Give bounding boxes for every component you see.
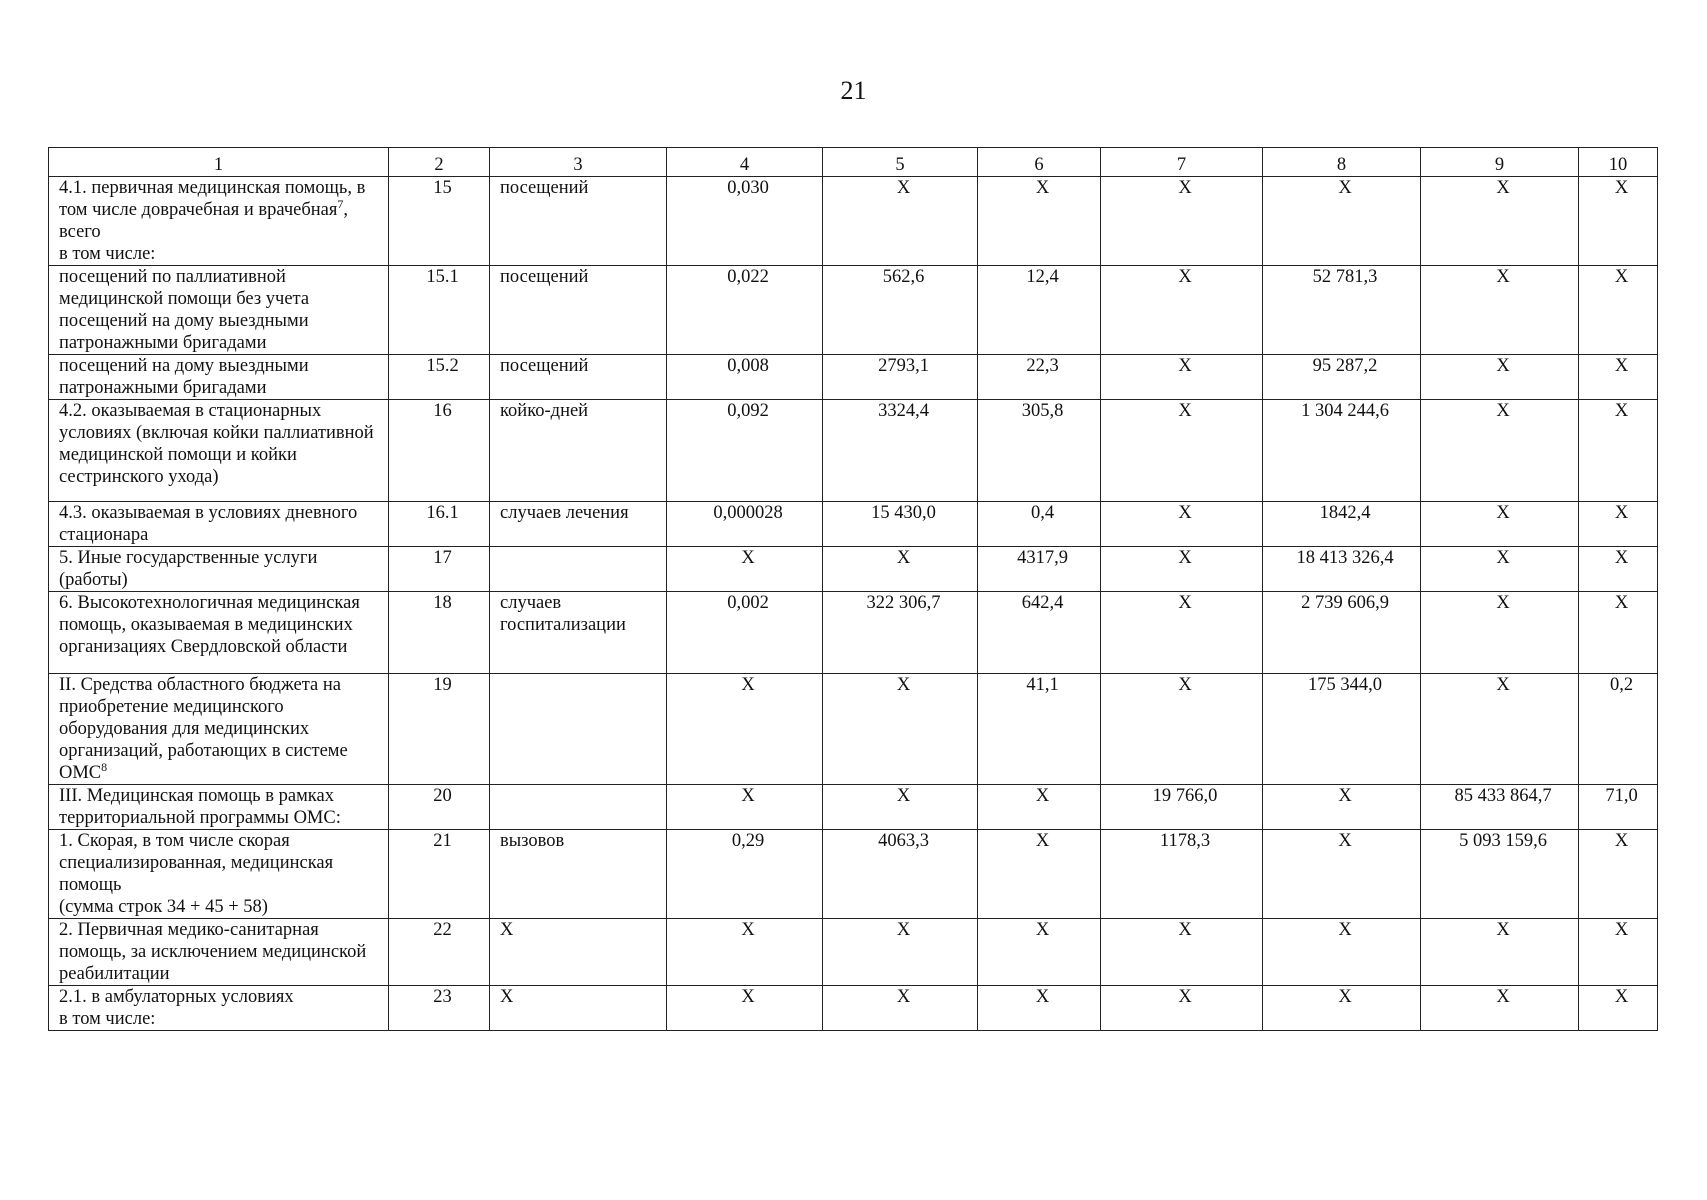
table-row <box>49 177 1658 266</box>
value-cell-col-5: X <box>823 674 978 785</box>
value-cell-col-7: 19 766,0 <box>1101 785 1263 830</box>
value-cell-col-6: 22,3 <box>978 355 1101 400</box>
value-cell-col-7: X <box>1101 400 1263 502</box>
unit-cell: X <box>490 919 667 986</box>
row-code-cell: 18 <box>389 592 490 674</box>
value-cell-col-4: 0,030 <box>667 177 823 266</box>
value-cell-col-4: X <box>667 547 823 592</box>
row-name: посещений на дому выездными патронажными бригадами <box>59 356 309 398</box>
value-cell-col-4: X <box>667 785 823 830</box>
value-cell-col-6: X <box>978 919 1101 986</box>
data-table <box>48 147 1658 1031</box>
value-cell-col-8: X <box>1263 177 1421 266</box>
value-cell-col-10: X <box>1579 177 1658 266</box>
value-cell-col-6: X <box>978 785 1101 830</box>
value-cell-col-8: 1842,4 <box>1263 502 1421 547</box>
row-name-cell <box>49 547 389 592</box>
value-cell-col-4: X <box>667 986 823 1031</box>
value-cell-col-8: 95 287,2 <box>1263 355 1421 400</box>
row-code-cell: 15 <box>389 177 490 266</box>
unit-cell: посещений <box>490 266 667 355</box>
row-name: III. Медицинская помощь в рамках территориальной программы ОМС: <box>59 786 341 828</box>
value-cell-col-4: X <box>667 919 823 986</box>
value-cell-col-7: X <box>1101 177 1263 266</box>
row-name: 2.1. в амбулаторных условиях в том числе: <box>59 987 294 1029</box>
row-name-cell <box>49 830 389 919</box>
row-name-cell <box>49 674 389 785</box>
value-cell-col-5: X <box>823 177 978 266</box>
table-row <box>49 674 1658 785</box>
row-name-cell <box>49 502 389 547</box>
value-cell-col-10: X <box>1579 355 1658 400</box>
table-row <box>49 592 1658 674</box>
unit-cell: посещений <box>490 355 667 400</box>
value-cell-col-5: X <box>823 919 978 986</box>
value-cell-col-8: 18 413 326,4 <box>1263 547 1421 592</box>
row-code-cell: 21 <box>389 830 490 919</box>
row-code-cell: 16 <box>389 400 490 502</box>
value-cell-col-9: X <box>1421 177 1579 266</box>
value-cell-col-6: 12,4 <box>978 266 1101 355</box>
column-header-7: 7 <box>1101 148 1263 177</box>
value-cell-col-8: X <box>1263 785 1421 830</box>
value-cell-col-9: X <box>1421 266 1579 355</box>
unit-cell: посещений <box>490 177 667 266</box>
value-cell-col-10: 71,0 <box>1579 785 1658 830</box>
column-header-9: 9 <box>1421 148 1579 177</box>
unit-cell <box>490 674 667 785</box>
row-name: 5. Иные государственные услуги (работы) <box>59 548 318 590</box>
table-body <box>49 177 1658 1031</box>
column-header-10: 10 <box>1579 148 1658 177</box>
value-cell-col-10: 0,2 <box>1579 674 1658 785</box>
row-code-cell: 23 <box>389 986 490 1031</box>
value-cell-col-7: X <box>1101 674 1263 785</box>
value-cell-col-9: X <box>1421 674 1579 785</box>
unit-cell: X <box>490 986 667 1031</box>
unit-cell: случаев госпитализации <box>490 592 667 674</box>
value-cell-col-9: 85 433 864,7 <box>1421 785 1579 830</box>
unit-cell <box>490 785 667 830</box>
value-cell-col-10: X <box>1579 502 1658 547</box>
value-cell-col-8: 175 344,0 <box>1263 674 1421 785</box>
value-cell-col-9: X <box>1421 592 1579 674</box>
value-cell-col-7: X <box>1101 266 1263 355</box>
unit-cell: койко-дней <box>490 400 667 502</box>
value-cell-col-6: 305,8 <box>978 400 1101 502</box>
value-cell-col-6: 642,4 <box>978 592 1101 674</box>
row-name: 4.1. первичная медицинская помощь, в том числе доврачебная и врачебная <box>59 178 366 220</box>
table-row <box>49 355 1658 400</box>
value-cell-col-9: X <box>1421 502 1579 547</box>
value-cell-col-7: X <box>1101 547 1263 592</box>
value-cell-col-4: 0,000028 <box>667 502 823 547</box>
row-code-cell: 22 <box>389 919 490 986</box>
value-cell-col-5: 3324,4 <box>823 400 978 502</box>
value-cell-col-4: X <box>667 674 823 785</box>
value-cell-col-8: X <box>1263 830 1421 919</box>
value-cell-col-5: 322 306,7 <box>823 592 978 674</box>
table-row <box>49 919 1658 986</box>
value-cell-col-10: X <box>1579 400 1658 502</box>
table-row <box>49 400 1658 502</box>
row-name: 4.3. оказываемая в условиях дневного стационара <box>59 503 358 545</box>
value-cell-col-5: 2793,1 <box>823 355 978 400</box>
value-cell-col-9: 5 093 159,6 <box>1421 830 1579 919</box>
row-code-cell: 16.1 <box>389 502 490 547</box>
value-cell-col-8: 2 739 606,9 <box>1263 592 1421 674</box>
value-cell-col-6: X <box>978 177 1101 266</box>
value-cell-col-6: X <box>978 830 1101 919</box>
footnote-marker: 7 <box>337 196 344 211</box>
value-cell-col-5: X <box>823 986 978 1031</box>
value-cell-col-7: X <box>1101 919 1263 986</box>
value-cell-col-7: X <box>1101 355 1263 400</box>
row-code-cell: 15.1 <box>389 266 490 355</box>
value-cell-col-9: X <box>1421 400 1579 502</box>
unit-cell <box>490 547 667 592</box>
table-header-row <box>49 148 1658 177</box>
value-cell-col-10: X <box>1579 986 1658 1031</box>
value-cell-col-5: X <box>823 785 978 830</box>
value-cell-col-5: X <box>823 547 978 592</box>
value-cell-col-5: 562,6 <box>823 266 978 355</box>
value-cell-col-6: 41,1 <box>978 674 1101 785</box>
row-name-cell <box>49 266 389 355</box>
column-header-2: 2 <box>389 148 490 177</box>
column-header-5: 5 <box>823 148 978 177</box>
value-cell-col-7: X <box>1101 502 1263 547</box>
value-cell-col-10: X <box>1579 547 1658 592</box>
page-number: 21 <box>840 76 867 105</box>
value-cell-col-5: 4063,3 <box>823 830 978 919</box>
row-name: 2. Первичная медико-санитарная помощь, за исключением медицинской реабилитации <box>59 920 367 984</box>
unit-cell: случаев лечения <box>490 502 667 547</box>
value-cell-col-7: X <box>1101 592 1263 674</box>
row-code-cell: 17 <box>389 547 490 592</box>
row-name: II. Средства областного бюджета на приобретение медицинского оборудования для медицинских организаций, работающих в системе ОМС <box>59 675 348 783</box>
row-name-continuation: , всего в том числе: <box>59 200 349 264</box>
row-name-cell <box>49 919 389 986</box>
row-name: посещений по паллиативной медицинской помощи без учета посещений на дому выездными патронажными бригадами <box>59 267 310 353</box>
table-row <box>49 785 1658 830</box>
column-header-4: 4 <box>667 148 823 177</box>
value-cell-col-8: X <box>1263 919 1421 986</box>
row-name-cell <box>49 355 389 400</box>
table-row <box>49 502 1658 547</box>
value-cell-col-4: 0,008 <box>667 355 823 400</box>
value-cell-col-4: 0,022 <box>667 266 823 355</box>
column-header-1: 1 <box>49 148 389 177</box>
unit-cell: вызовов <box>490 830 667 919</box>
value-cell-col-9: X <box>1421 986 1579 1031</box>
table-row <box>49 830 1658 919</box>
value-cell-col-8: X <box>1263 986 1421 1031</box>
row-name: 6. Высокотехнологичная медицинская помощь, оказываемая в медицинских организациях Свердловской области <box>59 593 360 657</box>
value-cell-col-9: X <box>1421 919 1579 986</box>
row-name: 1. Скорая, в том числе скорая специализированная, медицинская помощь (сумма строк 34 + 45 + 58) <box>59 831 334 917</box>
value-cell-col-9: X <box>1421 355 1579 400</box>
row-name-cell <box>49 400 389 502</box>
value-cell-col-4: 0,092 <box>667 400 823 502</box>
table-row <box>49 547 1658 592</box>
row-name-cell <box>49 177 389 266</box>
column-header-3: 3 <box>490 148 667 177</box>
table-row <box>49 986 1658 1031</box>
value-cell-col-10: X <box>1579 830 1658 919</box>
value-cell-col-8: 1 304 244,6 <box>1263 400 1421 502</box>
row-name-cell <box>49 986 389 1031</box>
value-cell-col-10: X <box>1579 919 1658 986</box>
row-name-cell <box>49 592 389 674</box>
value-cell-col-9: X <box>1421 547 1579 592</box>
value-cell-col-4: 0,002 <box>667 592 823 674</box>
table-row <box>49 266 1658 355</box>
value-cell-col-4: 0,29 <box>667 830 823 919</box>
value-cell-col-10: X <box>1579 592 1658 674</box>
footnote-marker: 8 <box>101 759 108 774</box>
value-cell-col-8: 52 781,3 <box>1263 266 1421 355</box>
row-name: 4.2. оказываемая в стационарных условиях (включая койки паллиативной медицинской помощи и койки сестринского ухода) <box>59 401 374 487</box>
value-cell-col-6: 0,4 <box>978 502 1101 547</box>
column-header-8: 8 <box>1263 148 1421 177</box>
value-cell-col-6: X <box>978 986 1101 1031</box>
value-cell-col-10: X <box>1579 266 1658 355</box>
column-header-6: 6 <box>978 148 1101 177</box>
value-cell-col-5: 15 430,0 <box>823 502 978 547</box>
row-code-cell: 15.2 <box>389 355 490 400</box>
row-name-cell <box>49 785 389 830</box>
value-cell-col-7: 1178,3 <box>1101 830 1263 919</box>
value-cell-col-6: 4317,9 <box>978 547 1101 592</box>
row-code-cell: 20 <box>389 785 490 830</box>
value-cell-col-7: X <box>1101 986 1263 1031</box>
table-header <box>49 148 1658 177</box>
row-code-cell: 19 <box>389 674 490 785</box>
